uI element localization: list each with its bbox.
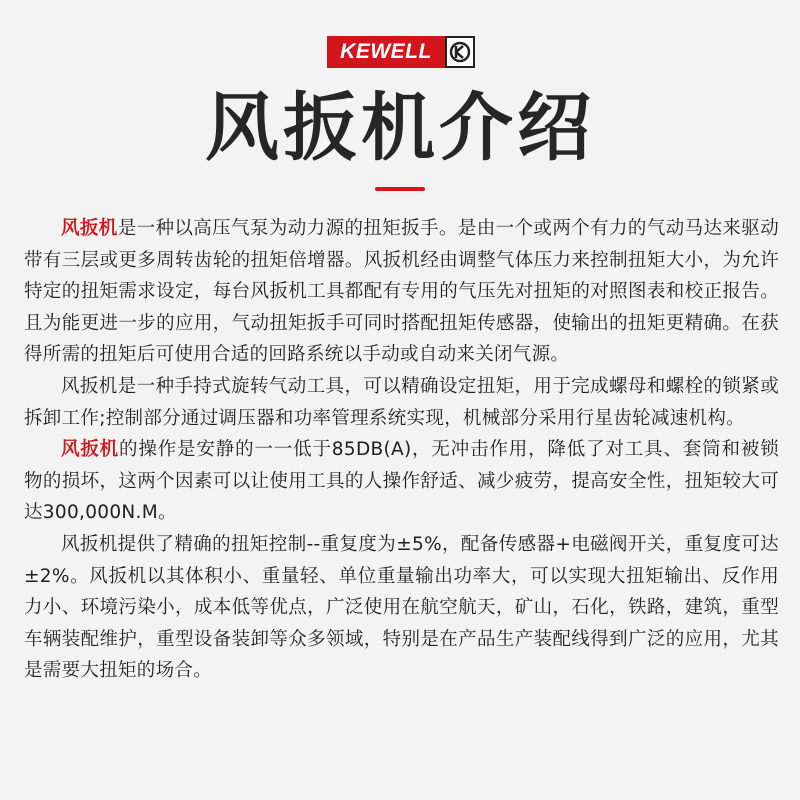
brand-logo [327, 36, 475, 68]
paragraph-4 [24, 529, 779, 687]
highlight-term: 风扳机 [61, 218, 118, 239]
brand-emblem-icon [445, 36, 475, 68]
paragraph-text: 是一种以高压气泵为动力源的扭矩扳手。是由一个或两个有力的气动马达来驱动带有三层或更多周转齿轮的扭矩倍增器。风扳机经由调整气体压力来控制扭矩大小，为允许特定的扭矩需求设定，每台风扳机工具都配有专用的气压先对扭矩的对照图表和校正报告。且为能更进一步的应用，气动扭矩扳手可同时搭配扭矩传感器，使输出的扭矩更精确。在获得所需的扭矩后可使用合适的回路系统以手动或自动来关闭气源。 [24, 218, 779, 366]
brand-logo-text: KEWELL [327, 36, 445, 68]
paragraph-3 [24, 434, 779, 529]
paragraph-text: 风扳机提供了精确的扭矩控制--重复度为±5%，配备传感器+电磁阀开关，重复度可达±2%。风扳机以其体积小、重量轻、单位重量输出功率大，可以实现大扭矩输出、反作用力小、环境污染小，成本低等优点，广泛使用在航空航天，矿山，石化，铁路，建筑，重型车辆装配维护，重型设备装卸等众多领域，特别是在产品生产装配线得到广泛的应用，尤其是需要大扭矩的场合。 [24, 533, 779, 682]
page-title: 风扳机介绍 [205, 85, 595, 171]
paragraph-1 [24, 213, 779, 371]
paragraph-text: 风扳机是一种手持式旋转气动工具，可以精确设定扭矩，用于完成螺母和螺栓的锁紧或拆卸工作;控制部分通过调压器和功率管理系统实现，机械部分采用行星齿轮减速机构。 [24, 375, 779, 429]
paragraph-text: 的操作是安静的一一低于85DB(A)，无冲击作用，降低了对工具、套筒和被锁物的损坏，这两个因素可以让使用工具的人操作舒适、减少疲劳，提高安全性，扭矩较大可达300,000N.M。 [24, 439, 779, 524]
title-accent-divider [375, 187, 425, 191]
article-body [24, 213, 779, 687]
paragraph-2 [24, 371, 779, 434]
highlight-term: 风扳机 [61, 439, 120, 461]
